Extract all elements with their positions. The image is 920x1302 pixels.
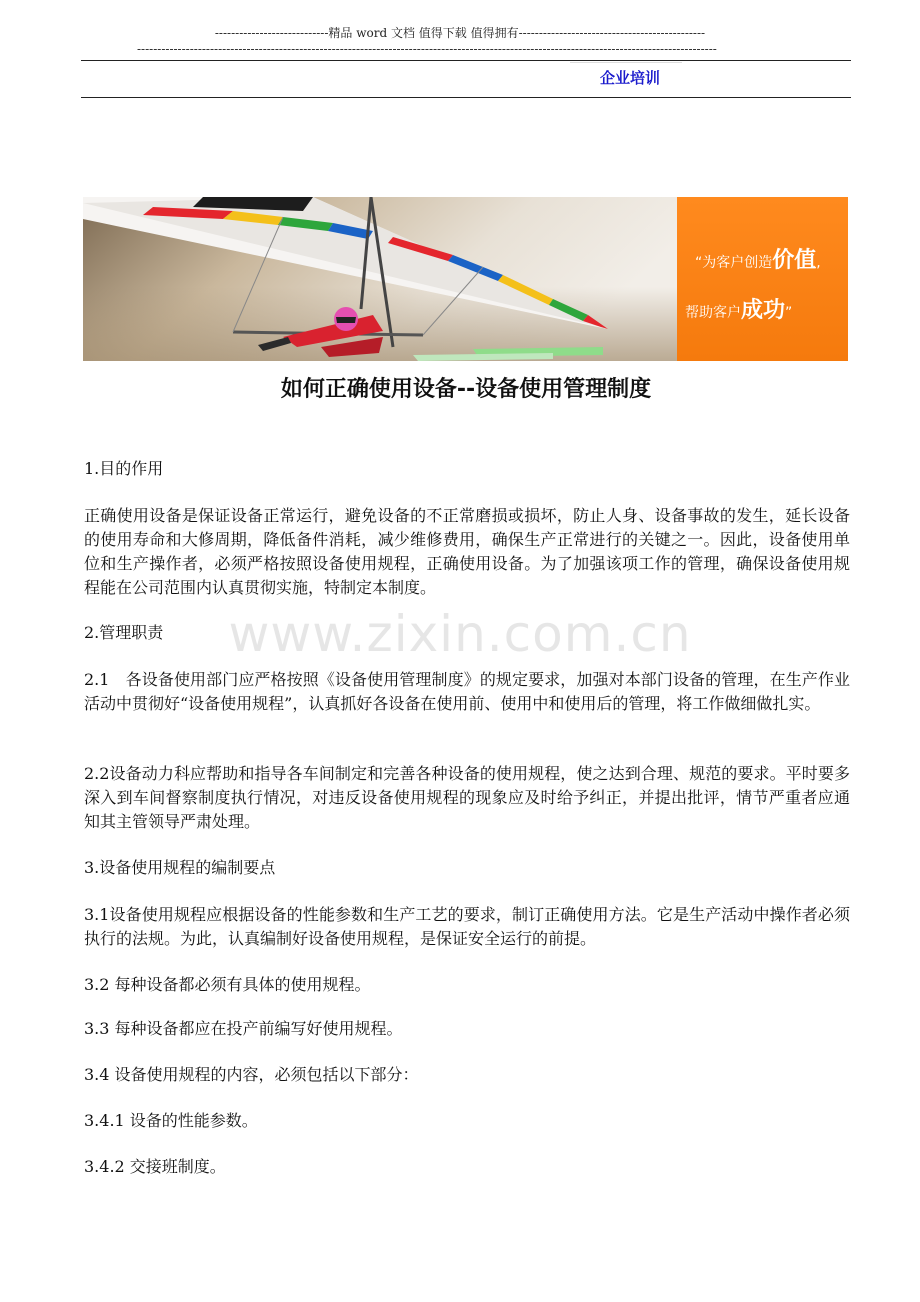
heading-rules-compilation: 3.设备使用规程的编制要点	[84, 858, 276, 877]
header-rule-bottom	[81, 97, 851, 98]
header-dash-line: ----------------------------精品 word 文档 值得下载 值得拥有----------------------------------------------	[214, 26, 706, 40]
document-title: 如何正确使用设备--设备使用管理制度	[280, 377, 652, 402]
heading-management-duties: 2.管理职责	[84, 623, 164, 642]
paragraph-3-4-2: 3.4.2 交接班制度。	[84, 1157, 226, 1176]
paragraph-2-2: 2.2设备动力科应帮助和指导各车间制定和完善各种设备的使用规程，使之达到合理、规范的要求。平时要多深入到车间督察制度执行情况，对违反设备使用规程的现象应及时给予纠正，并提出批评，情节严重者应通知其主管领导严肃处理。	[84, 764, 850, 831]
paragraph-purpose: 正确使用设备是保证设备正常运行，避免设备的不正常磨损或损坏，防止人身、设备事故的发生，延长设备的使用寿命和大修周期，降低备件消耗，减少维修费用，确保生产正常进行的关键之一。因此，设备使用单位和生产操作者，必须严格按照设备使用规程，正确使用设备。为了加强该项工作的管理，确保设备使用规程能在公司范围内认真贯彻实施，特制定本制度。	[84, 506, 850, 597]
header-rule-top	[81, 60, 851, 61]
header-dash-line-2: -----------------------------------------------------------------------------------------------------------------------------------------------	[137, 42, 717, 56]
hang-glider-photo	[83, 197, 677, 361]
paragraph-3-3: 3.3 每种设备都应在投产前编写好使用规程。	[84, 1019, 403, 1038]
slogan-line-2: 帮助客户成功”	[685, 298, 793, 323]
header-link-enterprise-training[interactable]: 企业培训	[599, 69, 660, 87]
watermark: www.zixin.com.cn	[228, 605, 692, 663]
slogan-panel	[677, 197, 848, 361]
paragraph-3-4: 3.4 设备使用规程的内容，必须包括以下部分：	[84, 1065, 419, 1084]
paragraph-3-4-1: 3.4.1 设备的性能参数。	[84, 1111, 258, 1130]
paragraph-3-2: 3.2 每种设备都必须有具体的使用规程。	[84, 975, 371, 994]
heading-purpose: 1.目的作用	[84, 459, 164, 478]
paragraph-3-1: 3.1设备使用规程应根据设备的性能参数和生产工艺的要求，制订正确使用方法。它是生产活动中操作者必须执行的法规。为此，认真编制好设备使用规程，是保证安全运行的前提。	[84, 905, 850, 948]
banner	[83, 197, 848, 361]
slogan-line-1: “为客户创造价值,	[695, 248, 821, 273]
paragraph-2-1: 2.1 各设备使用部门应严格按照《设备使用管理制度》的规定要求，加强对本部门设备的管理，在生产作业活动中贯彻好“设备使用规程”，认真抓好各设备在使用前、使用中和使用后的管理，将工作做细做扎实。	[84, 670, 850, 713]
